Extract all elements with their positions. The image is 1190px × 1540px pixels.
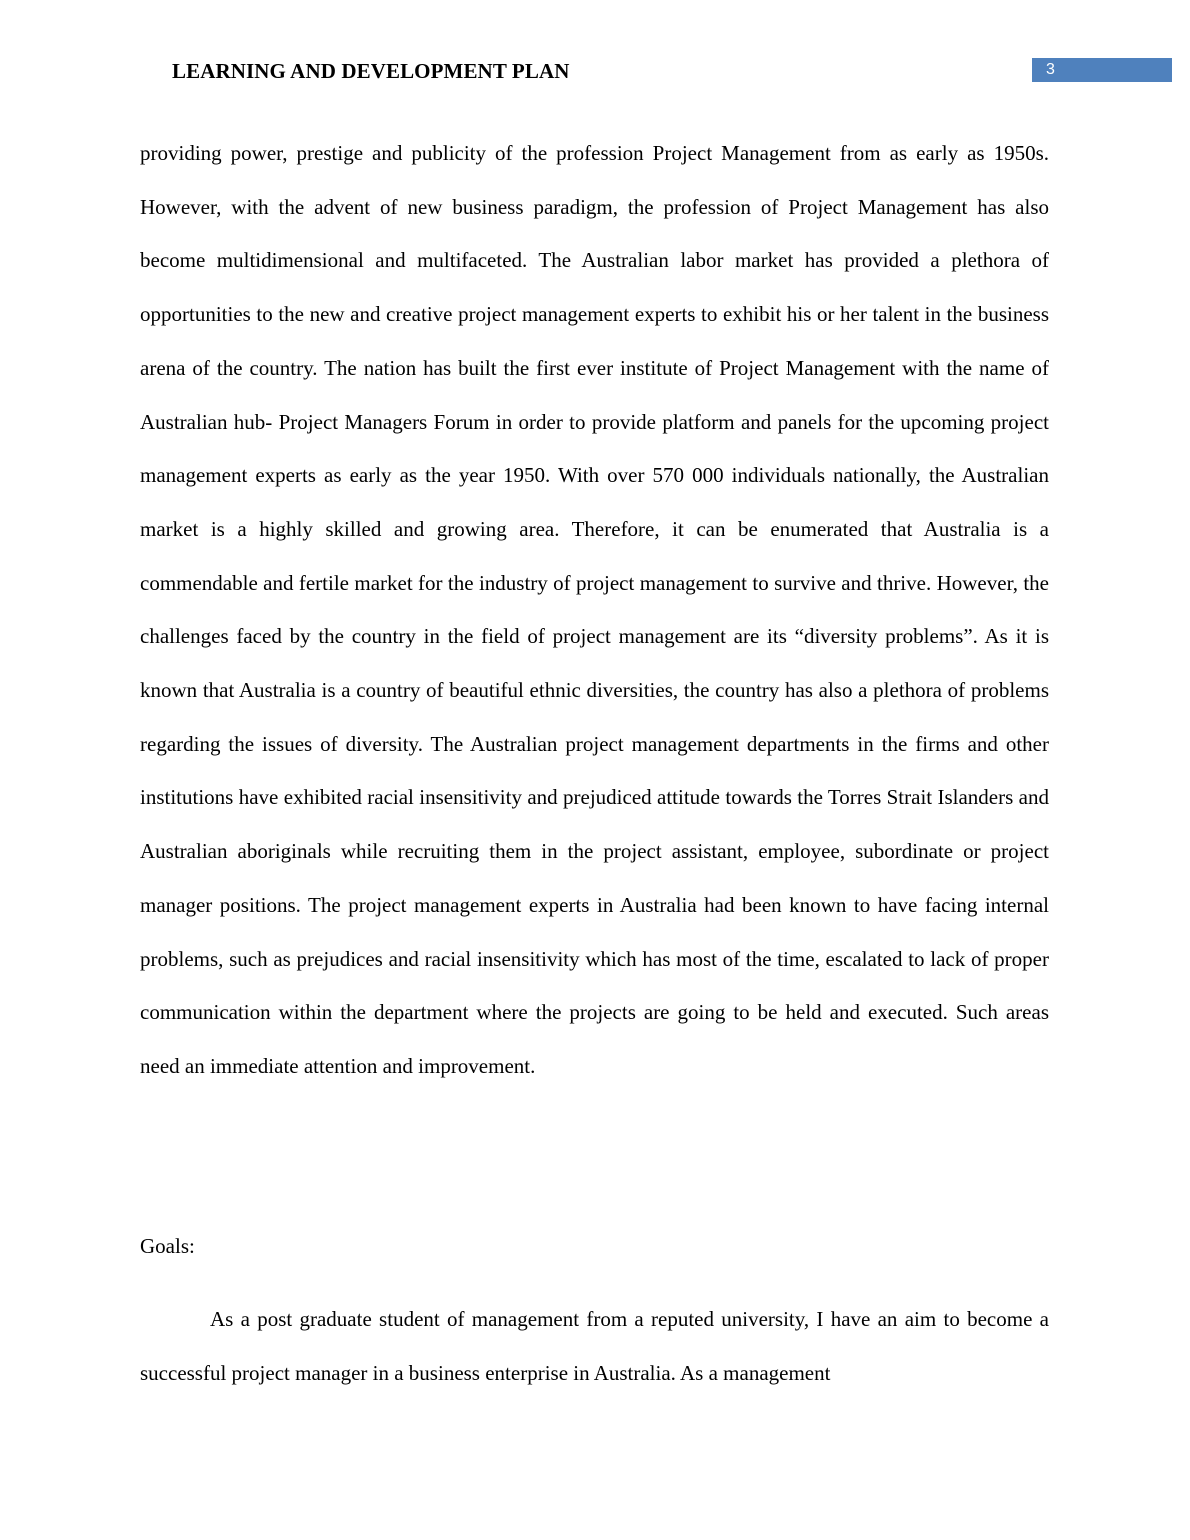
body-paragraph-goals: As a post graduate student of management from a reputed university, I have an aim to become a successful project manager in a business enterprise in Australia. As a management [140,1307,1049,1385]
body-paragraph-diversity: providing power, prestige and publicity of the profession Project Management from as early as 1950s. However, with the advent of new business paradigm, the profession of Project Management has also become multidimensional and multifaceted. The Australian labor market has provided a plethora of opportunities to the new and creative project management experts to exhibit his or her talent in the business arena of the country. The nation has built the first ever institute of Project Management with the name of Australian hub- Project Managers Forum in order to provide platform and panels for the upcoming project management experts as early as the year 1950. With over 570 000 individuals nationally, the Australian market is a highly skilled and growing area. Therefore, it can be enumerated that Australia is a commendable and fertile market for the industry of project management to survive and thrive. However, the challenges faced by the country in the field of project management are its “diversity problems”. As it is known that Australia is a country of beautiful ethnic diversities, the country has also a plethora of problems regarding the issues of diversity. The Australian project management departments in the firms and other institutions have exhibited racial insensitivity and prejudiced attitude towards the Torres Strait Islanders and Australian aboriginals while recruiting them in the project assistant, employee, subordinate or project manager positions. The project management experts in Australia had been known to have facing internal problems, such as prejudices and racial insensitivity which has most of the time, escalated to lack of proper communication within the department where the projects are going to be held and executed. Such areas need an immediate attention and improvement. [140,141,1049,1078]
page-number: 3 [1046,61,1055,78]
running-header-title: LEARNING AND DEVELOPMENT PLAN [172,59,570,83]
page-number-badge [1032,58,1172,82]
goals-heading: Goals: [140,1234,195,1258]
